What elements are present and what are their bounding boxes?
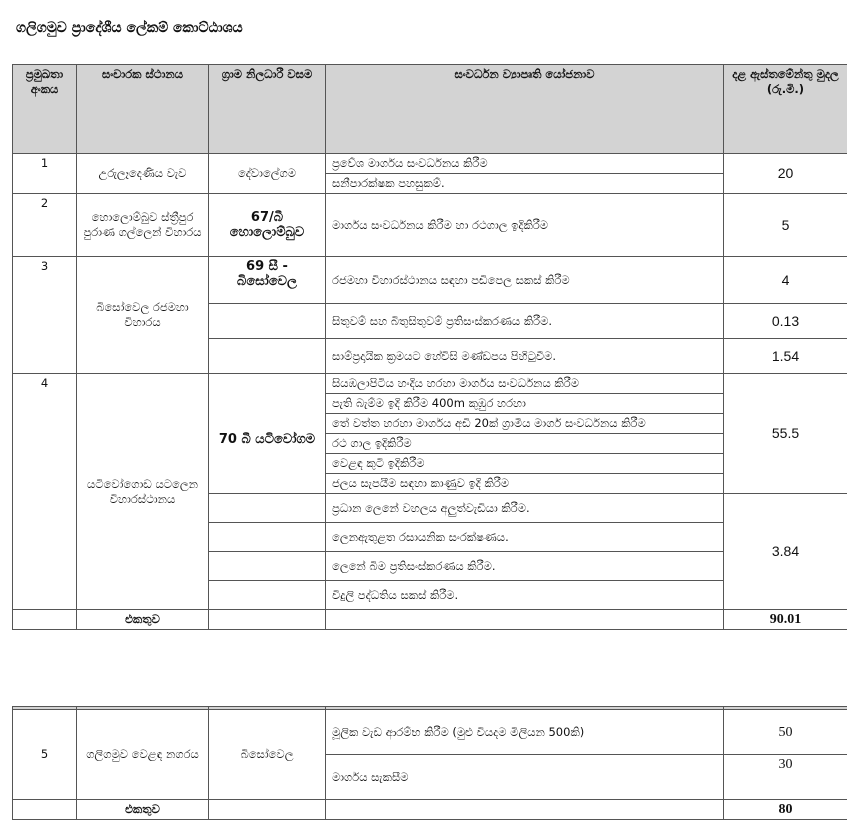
gn-division: 70 බී යටිවෝගම	[209, 374, 326, 494]
cost-value: 1.54	[724, 339, 847, 374]
gn-division: 67/බී හොලොම්බුව	[209, 194, 326, 257]
site-name: හොලොම්බුව ස්ත්‍රීපුර පුරාණ ගල්ලෙන් විහාරය	[77, 194, 209, 257]
table-row	[13, 710, 847, 755]
project-item: ප්‍රධාන ලෙනේ වහලය අලුත්වැඩියා කිරීම.	[326, 494, 724, 523]
table-row	[13, 194, 847, 257]
project-item: ලෙනේ බිම ප්‍රතිසංස්කරණය කිරීම.	[326, 552, 724, 581]
cost-value: 55.5	[724, 374, 847, 494]
project-item: රථ ගාල ඉදිකිරීම	[326, 434, 724, 454]
total-label: එකතුව	[77, 800, 209, 820]
cost-value: 0.13	[724, 304, 847, 339]
row-number: 1	[13, 154, 77, 194]
project-item: රජමහා විහාරස්ථානය සඳහා පඩිපෙල සකස් කිරීම	[326, 257, 724, 304]
site-name: බිසෝවෙල රජමහා විහාරය	[77, 257, 209, 374]
total-label: එකතුව	[77, 610, 209, 630]
total-value: 80	[724, 800, 847, 820]
projects-table-2	[12, 706, 847, 820]
table-row	[13, 374, 847, 394]
project-item: සනීපාරක්ෂක පහසුකම්.	[326, 174, 724, 194]
table-row	[13, 154, 847, 174]
header-site: සංචාරක ස්ථානය	[77, 65, 209, 154]
row-number: 2	[13, 194, 77, 257]
cost-value: 4	[724, 257, 847, 304]
header-gn: ග්‍රාම නිලධාරී වසම	[209, 65, 326, 154]
cost-value: 5	[724, 194, 847, 257]
site-name: යටිවෝගොඩ යටලෙන විහාරස්ථානය	[77, 374, 209, 610]
cost-value: 20	[724, 154, 847, 194]
project-item: තේ වත්ත හරහා මාර්ගය අඩි 20ක් ග්‍රාමීය මාර්ග සංවර්ධනය කිරීම	[326, 414, 724, 434]
table-row	[13, 257, 847, 304]
header-priority: ප්‍රමුඛතා අංකය	[13, 65, 77, 154]
cost-value: 30	[724, 755, 847, 800]
project-item: පැති බැම්ම ඉදි කිරීම 400m කුඹුර හරහා	[326, 394, 724, 414]
project-item: ජලය සැපයීම සඳහා කාණුව ඉදි කිරීම	[326, 474, 724, 494]
project-item: සියඹලාපිටිය හංදිය හරහා මාර්ගය සංවර්ධනය කිරීම	[326, 374, 724, 394]
header-cost: දළ ඇස්තමේන්තු මුදල (රු.මි.)	[724, 65, 847, 154]
project-item: විදුලි පද්ධතිය සකස් කිරීම.	[326, 581, 724, 610]
project-item: සිතුවම් සහ බිතුසිතුවම් ප්‍රතිසංස්කරණය කිරීම.	[326, 304, 724, 339]
total-value: 90.01	[724, 610, 847, 630]
project-item: ලෙනඇතුළත රසායනික සංරක්ෂණය.	[326, 523, 724, 552]
header-project: සංවර්ධන ව්‍යාපෘති යෝජනාව	[326, 65, 724, 154]
project-item: සාම්ප්‍රදායික ක්‍රමයට හේවිසි මණ්ඩපය පිහිටුවීම.	[326, 339, 724, 374]
project-item: වෙළඳ කුටි ඉදිකිරීම	[326, 454, 724, 474]
row-number: 4	[13, 374, 77, 610]
total-row	[13, 610, 847, 630]
project-item: මාර්ගය සැකසීම	[326, 755, 724, 800]
header-row	[13, 65, 847, 154]
row-number: 5	[13, 710, 77, 800]
project-item: මූලික වැඩ ආරම්භ කිරීම (මුළු වියදම මිලියන 500කි)	[326, 710, 724, 755]
row-number: 3	[13, 257, 77, 374]
total-row	[13, 800, 847, 820]
site-name: උරුලෑදෙණිය වැව	[77, 154, 209, 194]
cost-value: 3.84	[724, 494, 847, 610]
project-item: මාර්ගය සංවර්ධනය කිරීම හා රථගාල ඉදිකිරීම	[326, 194, 724, 257]
project-item: ප්‍රවේශ මාර්ගය සංවර්ධනය කිරීම	[326, 154, 724, 174]
gn-division: දේවාලේගම	[209, 154, 326, 194]
page-title: ගලිගමුව ප්‍රාදේශීය ලේකම් කොට්ඨාශය	[16, 20, 243, 36]
gn-division: බිසෝවෙල	[209, 710, 326, 800]
projects-table-1	[12, 64, 847, 630]
site-name: ගලිගමුව වෙළඳ නගරය	[77, 710, 209, 800]
cost-value: 50	[724, 710, 847, 755]
gn-division: 69 සී - බිසෝවෙල	[209, 257, 326, 304]
